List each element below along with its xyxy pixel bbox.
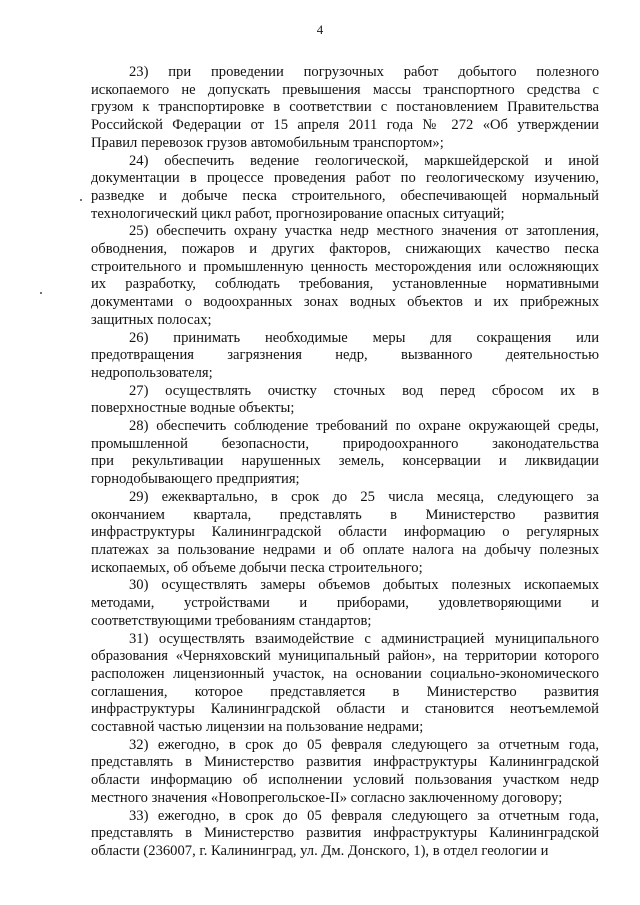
paragraph-line: представлять в Министерство развития инфраструктуры Калининградской — [91, 754, 599, 771]
paragraph-line: 28) обеспечить соблюдение требований по охране окружающей среды, — [129, 418, 599, 435]
paragraph-line: 30) осуществлять замеры объемов добытых полезных ископаемых — [129, 577, 599, 594]
list-item-paragraph — [91, 489, 599, 578]
list-item-paragraph — [91, 153, 599, 224]
paragraph-line: платежах за пользование недрами и об оплате налога на добычу полезных — [91, 541, 599, 558]
paragraph-line: 25) обеспечить охрану участка недр местного значения от затопления, — [129, 223, 599, 240]
paragraph-line: области (236007, г. Калининград, ул. Дм. Донского, 1), в отдел геологии и — [91, 842, 549, 859]
paragraph-line: Российской Федерации от 15 апреля 2011 года № 272 «Об утверждении — [91, 117, 599, 134]
list-item-paragraph — [91, 223, 599, 329]
paragraph-line: представлять в Министерство развития инфраструктуры Калининградской — [91, 825, 599, 842]
paragraph-line: составной частью лицензии на пользование недрами; — [91, 719, 424, 736]
paragraph-line: 23) при проведении погрузочных работ добытого полезного — [129, 64, 599, 80]
paragraph-line: инфраструктуры Калининградской области информацию о регулярных — [91, 524, 599, 541]
paragraph-line: их разработку, соблюдать требования, установленные нормативными — [91, 276, 599, 293]
paragraph-line: методами, устройствами и приборами, удовлетворяющими и — [91, 595, 599, 612]
paragraph-line: соответствующими требованиям стандартов; — [91, 612, 372, 629]
scan-speck — [40, 292, 42, 294]
paragraph-line: обводнения, пожаров и других факторов, снижающих качество песка — [91, 241, 599, 258]
paragraph-line: строительного и промышленную ценность месторождения или осложняющих — [91, 258, 599, 275]
paragraph-line: инфраструктуры Калининградской области и становится неотъемлемой — [91, 701, 599, 718]
list-item-paragraph — [91, 808, 599, 861]
paragraph-line: ископаемого не допускать превышения массы транспортного средства с — [91, 81, 599, 98]
document-body — [91, 64, 599, 861]
paragraph-line: Правил перевозок грузов автомобильным транспортом»; — [91, 134, 444, 151]
paragraph-line: горнодобывающего предприятия; — [91, 471, 300, 488]
paragraph-line: 31) осуществлять взаимодействие с администрацией муниципального — [129, 630, 599, 647]
list-item-paragraph — [91, 418, 599, 489]
paragraph-line: 33) ежегодно, в срок до 05 февраля следующего за отчетным года, — [129, 807, 599, 824]
paragraph-line: документации в процессе проведения работ по геологическому изучению, — [91, 170, 599, 187]
paragraph-line: разведке и добыче песка строительного, обеспечивающей нормальный — [91, 187, 599, 204]
paragraph-line: поверхностные водные объекты; — [91, 400, 295, 417]
paragraph-line: предотвращения загрязнения недр, вызванного деятельностью — [91, 347, 599, 364]
list-item-paragraph — [91, 737, 599, 808]
paragraph-line: грузом к транспортировке в соответствии с постановлением Правительства — [91, 99, 599, 116]
paragraph-line: документами о водоохранных зонах водных объектов и их прибрежных — [91, 294, 599, 311]
paragraph-line: промышленной безопасности, природоохранного законодательства — [91, 435, 599, 452]
paragraph-line: защитных полосах; — [91, 311, 212, 328]
page-number: 4 — [316, 22, 324, 37]
paragraph-line: 26) принимать необходимые меры для сокращения или — [129, 329, 599, 346]
paragraph-line: технологический цикл работ, прогнозирование опасных ситуаций; — [91, 205, 505, 222]
paragraph-line: ископаемых, об объеме добычи песка строительного; — [91, 559, 423, 576]
paragraph-line: окончанием квартала, представлять в Министерство развития — [91, 506, 599, 523]
paragraph-line: области информацию об исполнении условий пользования участком недр — [91, 772, 599, 789]
list-item-paragraph — [91, 577, 599, 630]
paragraph-line: 32) ежегодно, в срок до 05 февраля следующего за отчетным года, — [129, 736, 599, 753]
list-item-paragraph — [91, 330, 599, 383]
paragraph-line: образования «Черняховский муниципальный район», на территории которого — [91, 648, 599, 665]
list-item-paragraph — [91, 631, 599, 737]
paragraph-line: местного значения «Новопрегольское-II» согласно заключенному договору; — [91, 789, 563, 806]
paragraph-line: при рекультивации нарушенных земель, консервации и ликвидации — [91, 453, 599, 470]
paragraph-line: 29) ежеквартально, в срок до 25 числа месяца, следующего за — [129, 488, 599, 505]
paragraph-line: 24) обеспечить ведение геологической, маркшейдерской и иной — [129, 152, 599, 169]
paragraph-line: расположен лицензионный участок, на основании социально-экономического — [91, 665, 599, 682]
paragraph-line: недропользователя; — [91, 364, 213, 381]
list-item-paragraph — [91, 383, 599, 418]
paragraph-line: 27) осуществлять очистку сточных вод перед сбросом их в — [129, 382, 599, 399]
list-item-paragraph — [91, 64, 599, 153]
scan-speck — [80, 199, 82, 201]
paragraph-line: соглашения, которое представляется в Министерство развития — [91, 683, 599, 700]
